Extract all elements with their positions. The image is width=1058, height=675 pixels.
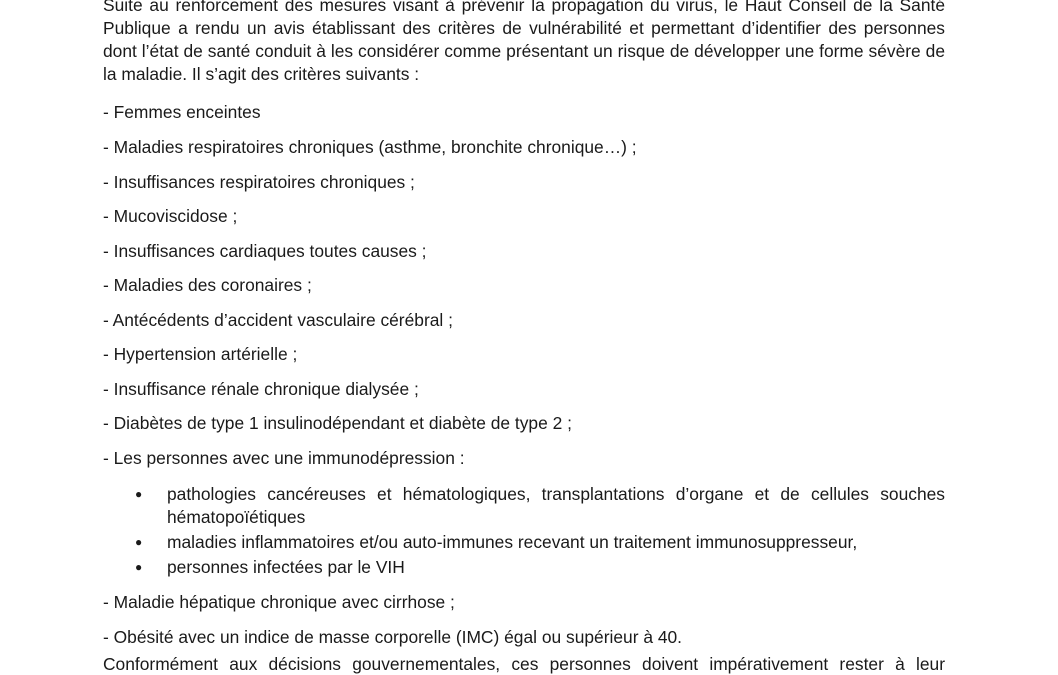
criterion-liver-cirrhosis: - Maladie hépatique chronique avec cirrhose ;	[103, 592, 455, 612]
bullet-icon: ●	[135, 487, 143, 501]
bullet-icon: ●	[135, 560, 143, 574]
criterion-diabetes: - Diabètes de type 1 insulinodépendant et diabète de type 2 ;	[103, 413, 572, 433]
criterion-pregnant-women: - Femmes enceintes	[103, 102, 261, 122]
criterion-cystic-fibrosis: - Mucoviscidose ;	[103, 206, 238, 226]
criterion-chronic-respiratory-insufficiency: - Insuffisances respiratoires chroniques ;	[103, 172, 415, 192]
criterion-chronic-respiratory-diseases: - Maladies respiratoires chroniques (asthme, bronchite chronique…) ;	[103, 137, 637, 157]
intro-paragraph: Suite au renforcement des mesures visant à prévenir la propagation du virus, le Haut Conseil de la Santé Publique a rendu un avis établissant des critères de vulnérabilité et permettant d’identifier des personnes dont l’état de santé conduit à les considérer comme présentant un risque de développer une forme sévère de la maladie. Il s’agit des critères suivants :	[103, 0, 945, 84]
criterion-obesity: - Obésité avec un indice de masse corporelle (IMC) égal ou supérieur à 40.	[103, 627, 683, 647]
bullet-icon: ●	[135, 535, 143, 549]
criterion-coronary-disease: - Maladies des coronaires ;	[103, 275, 312, 295]
immuno-bullet-text: personnes infectées par le VIH	[167, 557, 405, 577]
criterion-heart-failure: - Insuffisances cardiaques toutes causes ;	[103, 241, 427, 261]
criterion-stroke-history: - Antécédents d’accident vasculaire cérébral ;	[103, 310, 453, 330]
immuno-bullet-text: pathologies cancéreuses et hématologiques, transplantations d’organe et de cellules souches hématopoïétiques	[167, 484, 945, 527]
criterion-renal-insufficiency: - Insuffisance rénale chronique dialysée ;	[103, 379, 419, 399]
outro-paragraph: Conformément aux décisions gouvernementales, ces personnes doivent impérativement rester à leur	[103, 654, 945, 674]
criterion-hypertension: - Hypertension artérielle ;	[103, 344, 298, 364]
immuno-bullet-text: maladies inflammatoires et/ou auto-immunes recevant un traitement immunosuppresseur,	[167, 532, 858, 552]
criterion-immunodepression: - Les personnes avec une immunodépression :	[103, 448, 465, 468]
